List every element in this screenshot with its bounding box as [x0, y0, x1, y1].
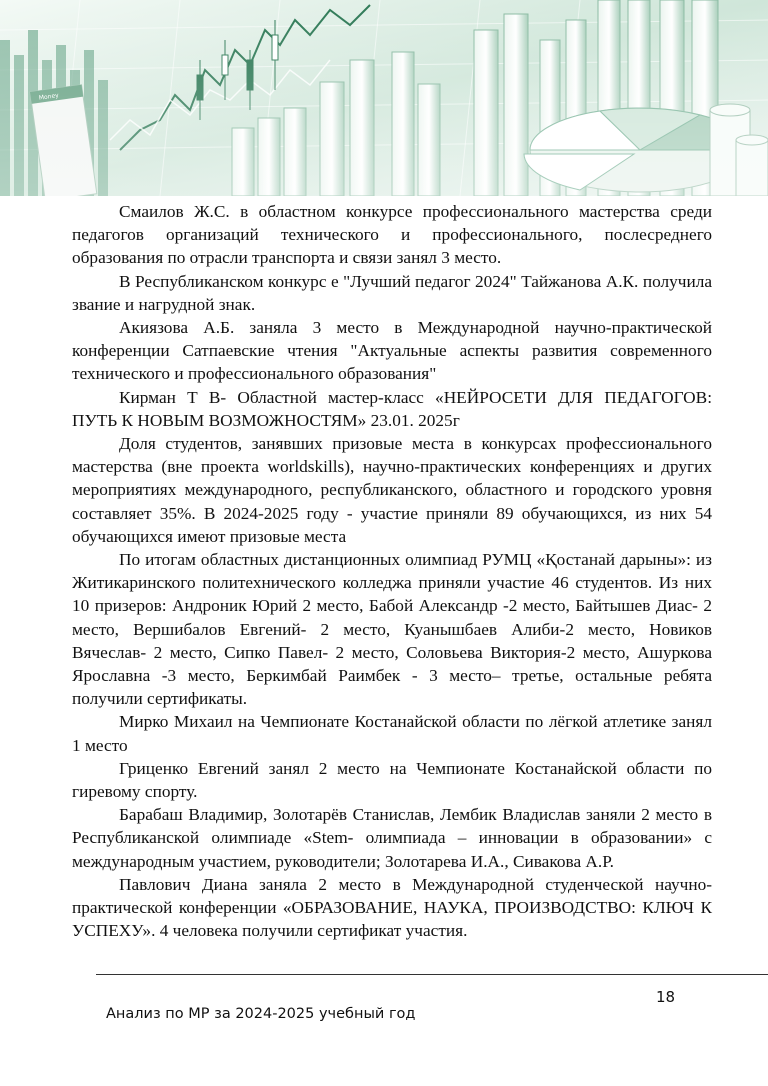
paragraph-student-share: Доля студентов, занявших призовые места в конкурсах профессионального мастерства (вне проекта worldskills), научно-практических конференциях и других мероприятиях международного, республиканского, областного и городского уровня составляет 35%. В 2024-2025 году - участие приняли 89 обучающихся, из них 54 обучающихся имеют призовые места — [72, 434, 712, 546]
paragraph-olympiad-results: По итогам областных дистанционных олимпиад РУМЦ «Қостанай дарыны»: из Житикаринского политехнического колледжа приняли участие 46 студентов. Из них 10 призеров: Андроник Юрий 2 место, Бабой Александр -2 место, Байтышев Диас- 2 место, Вершибалов Евгений- 2 место, Куанышбаев Алиби-2 место, Новиков Вячеслав- 2 место, Сипко Павел- 2 место, Соловьева Виктория-2 место, Ашуркова Ярославна -3 место, Беркимбай Раимбек - 3 место– третье, остальные ребята получили сертификаты. — [72, 550, 712, 709]
paragraph-akiyazova: Акиязова А.Б. заняла 3 место в Международной научно-практической конференции Сатпаевские чтения "Актуальные аспекты развития современного технического и профессионального образования" — [72, 318, 712, 384]
finance-chart-illustration — [0, 0, 768, 196]
paragraph-gritsenko: Гриценко Евгений занял 2 место на Чемпионате Костанайской области по гиревому спорту. — [72, 758, 712, 802]
paragraph-pavlovich: Павлович Диана заняла 2 место в Международной студенческой научно-практической конференции «ОБРАЗОВАНИЕ, НАУКА, ПРОИЗВОДСТВО: КЛЮЧ К УСПЕХУ». 4 человека получили сертификат участия. — [72, 874, 712, 941]
footer-title: Анализ по МР за 2024-2025 учебный год — [106, 1006, 416, 1022]
header-banner-image — [0, 0, 768, 196]
page-number: 18 — [656, 988, 676, 1006]
document-body — [72, 200, 712, 943]
paragraph-smailov: Смаилов Ж.С. в областном конкурсе профессионального мастерства среди педагогов организаций технического и профессионального, послесреднего образования по отрасли транспорта и связи занял 3 место. — [72, 202, 712, 268]
paragraph-taizhanova: В Республиканском конкурс е "Лучший педагог 2024" Тайжанова А.К. получила звание и нагрудной знак. — [72, 271, 712, 314]
footer-divider — [96, 974, 768, 975]
paragraph-stem-olympiad: Барабаш Владимир, Золотарёв Станислав, Лембик Владислав заняли 2 место в Республиканской олимпиаде «Stem- олимпиада – инновации в образовании» с международным участием, руководители; Золотарева И.А., Сивакова А.Р. — [72, 805, 712, 871]
paragraph-kirman: Кирман Т В- Областной мастер-класс «НЕЙРОСЕТИ ДЛЯ ПЕДАГОГОВ: ПУТЬ К НОВЫМ ВОЗМОЖНОСТЯМ» 23.01. 2025г — [72, 387, 712, 430]
paragraph-mirko: Мирко Михаил на Чемпионате Костанайской области по лёгкой атлетике занял 1 место — [72, 712, 712, 755]
